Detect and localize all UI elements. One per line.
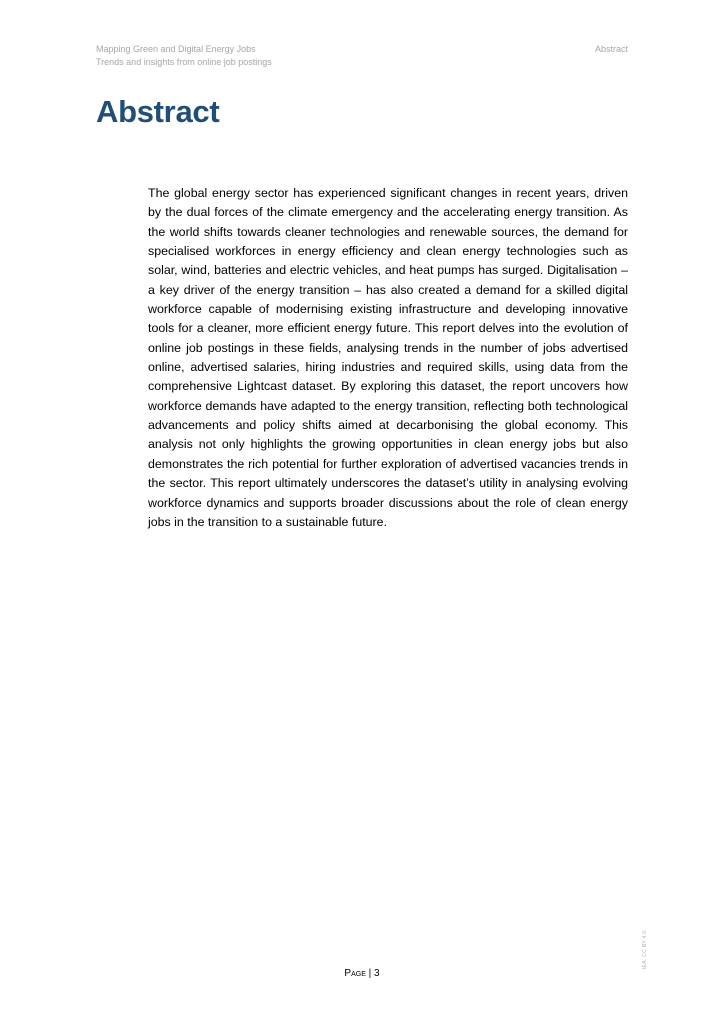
page-footer: [0, 968, 724, 979]
page-title: Abstract: [96, 94, 220, 129]
section-name: Abstract: [594, 44, 628, 54]
report-subtitle: Trends and insights from online job postings: [96, 57, 272, 67]
abstract-paragraph: The global energy sector has experienced significant changes in recent years, driven by the dual forces of the climate emergency and the accelerating energy transition. As the world shifts towards cleaner technologies and renewable sources, the demand for specialised workforces in energy efficiency and clean energy technologies such as solar, wind, batteries and electric vehicles, and heat pumps has surged. Digitalisation – a key driver of the energy transition – has also created a demand for a skilled digital workforce capable of modernising existing infrastructure and developing innovative tools for a cleaner, more efficient energy future. This report delves into the evolution of online job postings in these fields, analysing trends in the number of jobs advertised online, advertised salaries, hiring industries and required skills, using data from the comprehensive Lightcast dataset. By exploring this dataset, the report uncovers how workforce demands have adapted to the energy transition, reflecting both technological advancements and policy shifts aimed at decarbonising the global economy. This analysis not only highlights the growing opportunities in clean energy jobs but also demonstrates the rich potential for further exploration of advertised vacancies trends in the sector. This report ultimately underscores the dataset’s utility in analysing evolving workforce dynamics and supports broader discussions about the role of clean energy jobs in the transition to a sustainable future.: [148, 186, 628, 529]
running-header: [96, 43, 272, 69]
license-text: IEA. CC BY 4.0.: [642, 928, 649, 970]
page-separator: |: [365, 968, 375, 979]
page-label: Page: [344, 968, 366, 979]
page-number: 3: [374, 968, 380, 979]
report-title: Mapping Green and Digital Energy Jobs: [96, 44, 256, 54]
